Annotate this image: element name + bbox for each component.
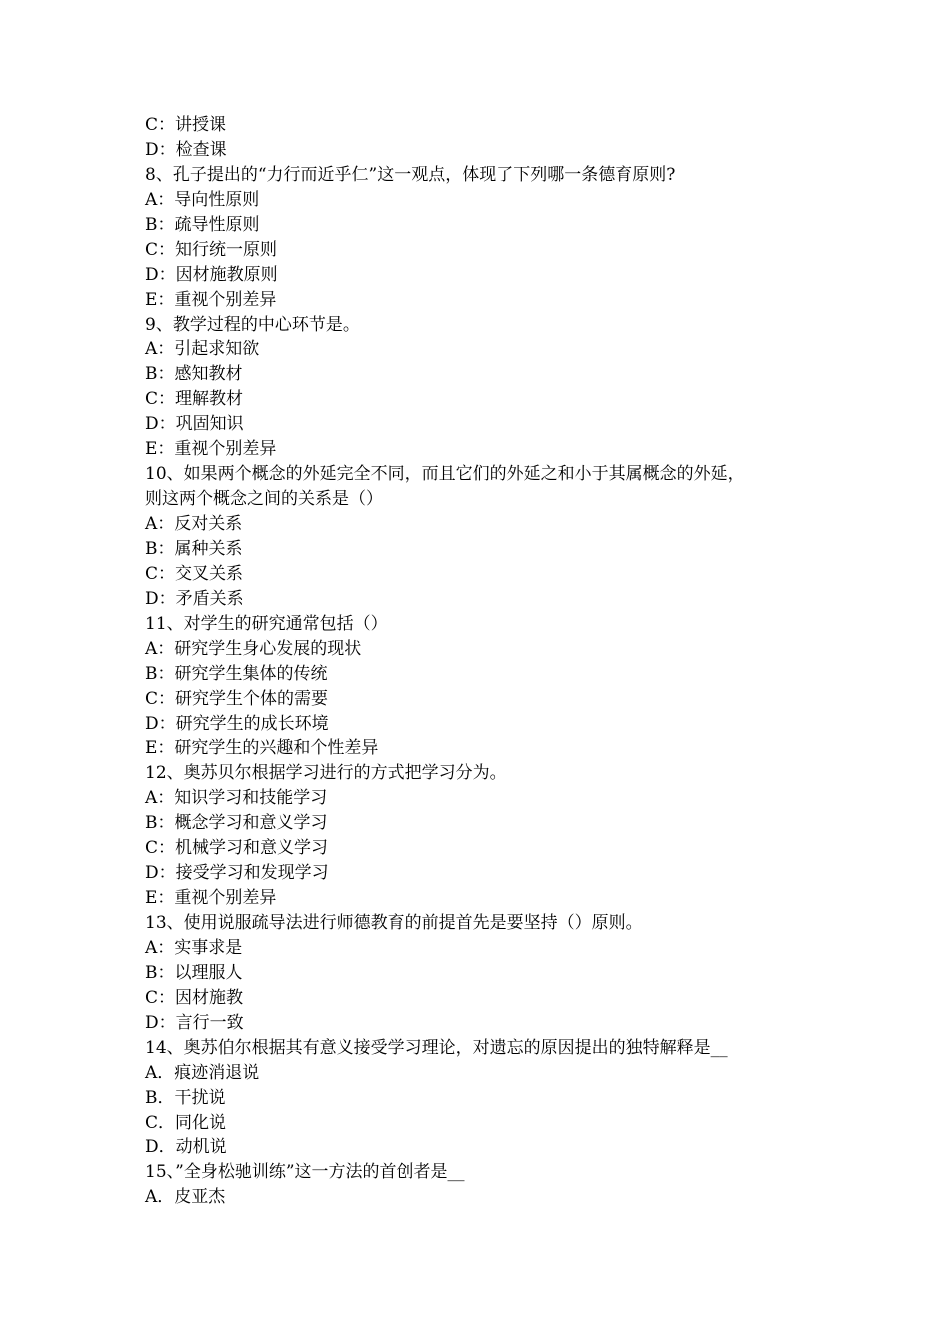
option-a: A．皮亚杰 [145, 1187, 226, 1208]
option-b: B：疏导性原则 [145, 214, 260, 235]
option-b: B：感知教材 [145, 364, 243, 385]
option-a: A：导向性原则 [145, 189, 260, 210]
option-d: D．动机说 [145, 1137, 227, 1158]
option-b: B：以理服人 [145, 962, 243, 983]
question-11: 11、对学生的研究通常包括（） [145, 613, 388, 634]
option-b: B：概念学习和意义学习 [145, 813, 328, 834]
option-a: A：研究学生身心发展的现状 [145, 638, 362, 659]
option-e: E：重视个别差异 [145, 888, 277, 909]
question-10: 10、如果两个概念的外延完全不同，而且它们的外延之和小于其属概念的外延， [145, 464, 745, 485]
option-d: D：检查课 [145, 139, 227, 160]
question-14: 14、奥苏伯尔根据其有意义接受学习理论，对遗忘的原因提出的独特解释是__ [145, 1037, 728, 1058]
option-a: A．痕迹消退说 [145, 1062, 260, 1083]
question-10-continued: 则这两个概念之间的关系是（） [145, 489, 383, 510]
option-a: A：反对关系 [145, 514, 243, 534]
option-d: D：巩固知识 [145, 414, 244, 435]
document-page [145, 113, 825, 1210]
option-c: C：因材施教 [145, 987, 244, 1008]
option-d: D：言行一致 [145, 1012, 244, 1033]
option-a: A：实事求是 [145, 937, 243, 958]
option-e: E：重视个别差异 [145, 289, 277, 310]
option-b: B：研究学生集体的传统 [145, 663, 328, 684]
option-c: C．同化说 [145, 1112, 227, 1133]
option-e: E：重视个别差异 [145, 439, 277, 460]
option-c: C：交叉关系 [145, 563, 244, 584]
option-d: D：矛盾关系 [145, 588, 244, 609]
option-c: C：讲授课 [145, 115, 227, 135]
question-13: 13、使用说服疏导法进行师德教育的前提首先是要坚持（）原则。 [145, 913, 643, 933]
option-a: A：引起求知欲 [145, 339, 260, 360]
option-d: D：因材施教原则 [145, 264, 278, 285]
option-c: C：研究学生个体的需要 [145, 688, 329, 709]
option-b: B：属种关系 [145, 538, 243, 559]
option-e: E：研究学生的兴趣和个性差异 [145, 738, 379, 759]
option-d: D：接受学习和发现学习 [145, 863, 329, 884]
option-c: C：知行统一原则 [145, 239, 278, 260]
question-9: 9、教学过程的中心环节是。 [145, 314, 360, 335]
question-12: 12、奥苏贝尔根据学习进行的方式把学习分为。 [145, 763, 507, 784]
option-a: A：知识学习和技能学习 [145, 788, 328, 809]
option-c: C：机械学习和意义学习 [145, 838, 329, 859]
option-c: C：理解教材 [145, 389, 244, 410]
question-8: 8、孔子提出的“力行而近乎仁”这一观点，体现了下列哪一条德育原则? [145, 164, 676, 185]
option-d: D：研究学生的成长环境 [145, 713, 329, 734]
option-b: B．干扰说 [145, 1087, 226, 1108]
question-15: 15、”全身松驰训练”这一方法的首创者是__ [145, 1162, 465, 1183]
